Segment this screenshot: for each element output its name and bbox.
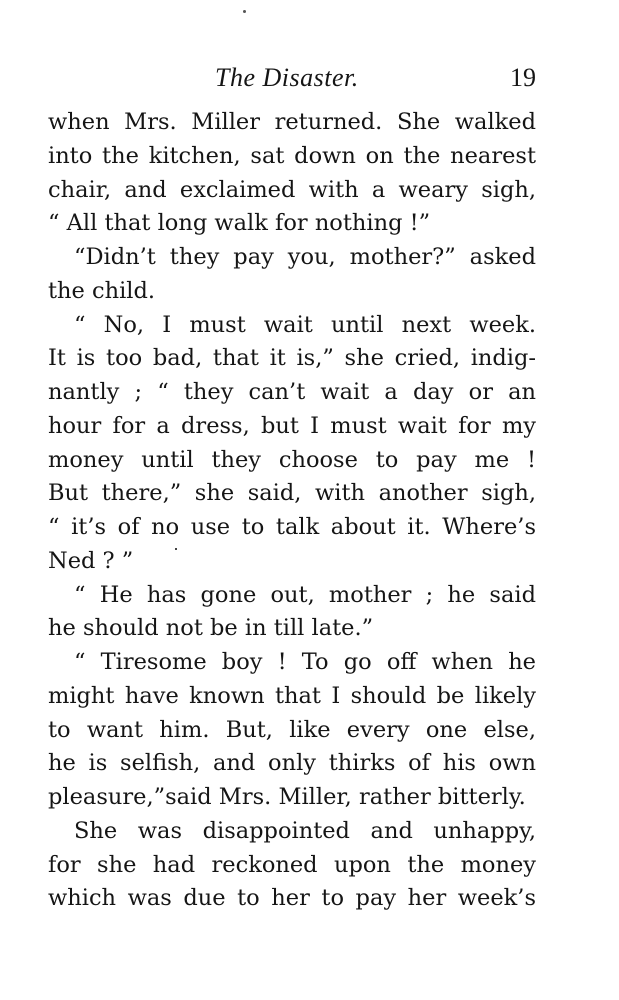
text-line: nantly ; “ they can’t wait a day or an (48, 379, 536, 405)
text-line: he is selfish, and only thirks of his own (48, 750, 536, 777)
text-line: “ He has gone out, mother ; he said (74, 581, 536, 608)
text-line: the child. (48, 277, 156, 304)
text-line: “ All that long walk for nothing !” (48, 210, 431, 237)
stray-ink-mark (175, 548, 177, 550)
text-line: But there,” she said, with another sigh, (48, 480, 536, 507)
text-line: Ned ? ” (48, 547, 134, 574)
text-line: hour for a dress, but I must wait for my (48, 412, 536, 439)
text-line: might have known that I should be likely (48, 682, 536, 709)
text-line: “ No, I must wait until next week. (74, 311, 536, 338)
text-line: for she had reckoned upon the money (48, 851, 536, 878)
text-line: which was due to her to pay her week’s (48, 885, 536, 912)
text-line: into the kitchen, sat down on the nearest (48, 142, 536, 169)
text-line: “Didn’t they pay you, mother?” asked (74, 244, 536, 270)
text-line: to want him. But, like every one else, (48, 716, 536, 743)
text-line: “ it’s of no use to talk about it. Where’s (48, 514, 536, 540)
body-text (48, 106, 536, 916)
running-title: The Disaster. (215, 63, 359, 92)
text-line: She was disappointed and unhappy, (74, 817, 536, 844)
text-line: money until they choose to pay me ! (48, 446, 536, 473)
text-line: “ Tiresome boy ! To go off when he (74, 649, 536, 675)
margin-speck (243, 10, 246, 13)
text-line: It is too bad, that it is,” she cried, indig- (48, 345, 536, 372)
running-head (48, 58, 536, 98)
text-line: chair, and exclaimed with a weary sigh, (48, 176, 536, 203)
text-line: when Mrs. Miller returned. She walked (48, 109, 536, 135)
page-number: 19 (510, 63, 536, 92)
text-line: he should not be in till late.” (48, 615, 374, 642)
text-line: pleasure,”said Mrs. Miller, rather bitterly. (48, 784, 526, 810)
